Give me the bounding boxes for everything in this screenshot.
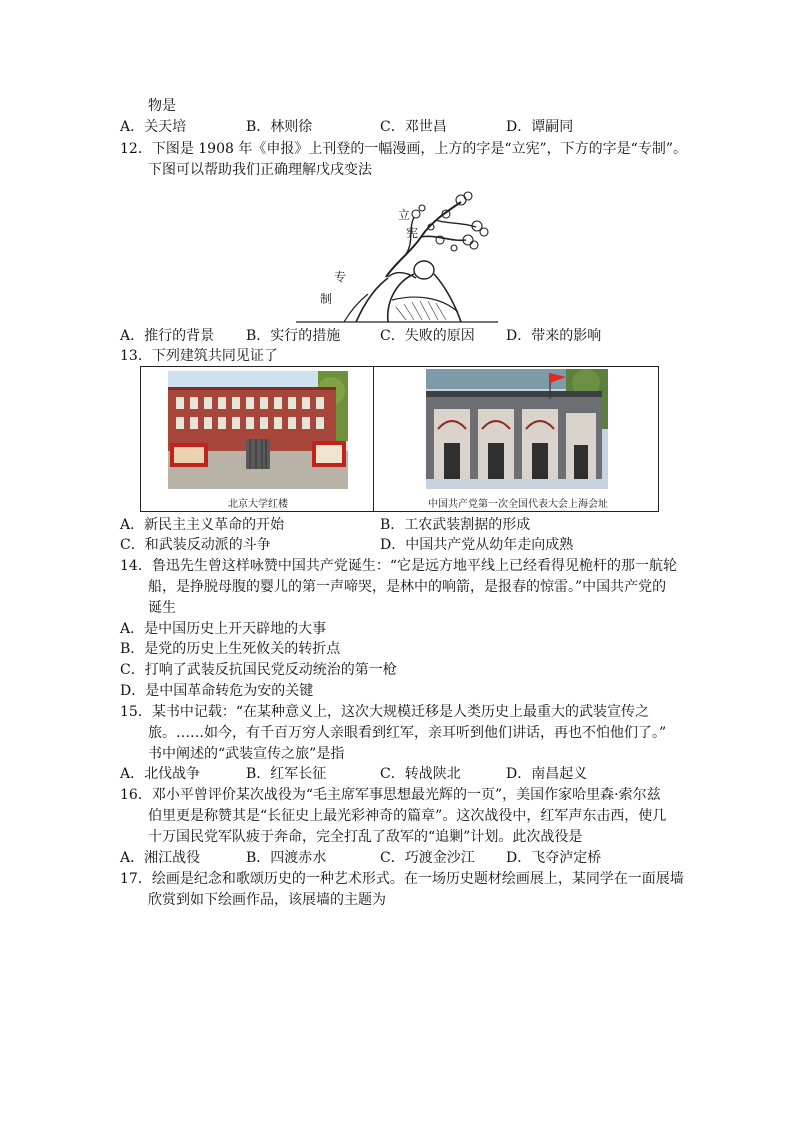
cartoon-label-top-1: 立 — [398, 208, 411, 222]
q12-stem-line1: 12．下图是 1908 年《申报》上刊登的一幅漫画，上方的字是“立宪”，下方的字是“专制”。 — [120, 141, 687, 157]
q16-stem-line2: 伯里更是称赞其是“长征史上最光彩神奇的篇章”。这次战役中，红军声东击西，使几 — [148, 808, 667, 824]
peking-university-red-building-photo — [168, 371, 348, 489]
cartoon-figure — [296, 182, 498, 324]
cartoon-label-bottom-2: 制 — [320, 292, 333, 306]
q16-stem-line3: 十万国民党军队疲于奔命，完全打乱了敌军的“追剿”计划。此次战役是 — [148, 829, 583, 845]
q16-option-a: A．湘江战役 — [120, 850, 201, 866]
q12-option-b: B．实行的措施 — [246, 328, 341, 344]
q15-option-c: C．转战陕北 — [380, 766, 461, 782]
q11-option-d: D．谭嗣同 — [506, 119, 574, 135]
q17-stem-line2: 欣赏到如下绘画作品，该展墙的主题为 — [148, 892, 386, 908]
q15-stem-line3: 书中阐述的“武装宣传之旅”是指 — [148, 746, 345, 762]
cpc-first-congress-site-photo — [426, 369, 608, 489]
q16-stem-line1: 16．邓小平曾评价某次战役为“毛主席军事思想最光辉的一页”，美国作家哈里森·索尔兹 — [120, 787, 661, 803]
q11-stem-cont: 物是 — [148, 98, 176, 114]
caption-left: 北京大学红楼 — [228, 499, 288, 510]
q15-option-d: D．南昌起义 — [506, 766, 588, 782]
q11-option-c: C．邓世昌 — [380, 119, 447, 135]
q16-option-c: C．巧渡金沙江 — [380, 850, 475, 866]
q11-option-a: A．关天培 — [120, 119, 187, 135]
photo-divider — [373, 367, 374, 511]
q12-option-a: A．推行的背景 — [120, 328, 215, 344]
q14-option-d: D．是中国革命转危为安的关键 — [120, 683, 314, 699]
q16-option-d: D．飞夺泸定桥 — [506, 850, 602, 866]
q12-stem-line2: 下图可以帮助我们正确理解戊戌变法 — [148, 162, 372, 178]
q13-photo-table — [140, 366, 659, 512]
q15-option-b: B．红军长征 — [246, 766, 327, 782]
q14-option-c: C．打响了武装反抗国民党反动统治的第一枪 — [120, 662, 397, 678]
q13-option-a: A．新民主主义革命的开始 — [120, 517, 285, 533]
q14-stem-line3: 诞生 — [148, 600, 176, 616]
q11-option-b: B．林则徐 — [246, 119, 313, 135]
q17-stem-line1: 17．绘画是纪念和歌颂历史的一种艺术形式。在一场历史题材绘画展上，某同学在一面展墙 — [120, 871, 684, 887]
q14-option-a: A．是中国历史上开天辟地的大事 — [120, 621, 327, 637]
q12-option-d: D．带来的影响 — [506, 328, 602, 344]
cartoon-label-top-2: 宪 — [406, 226, 419, 240]
q13-option-d: D．中国共产党从幼年走向成熟 — [380, 537, 574, 553]
q13-stem: 13．下列建筑共同见证了 — [120, 348, 278, 364]
q15-stem-line2: 旅。……如今，有千百万穷人亲眼看到红军，亲耳听到他们讲话，再也不怕他们了。” — [148, 725, 667, 741]
q14-option-b: B．是党的历史上生死攸关的转折点 — [120, 641, 341, 657]
caption-right: 中国共产党第一次全国代表大会上海会址 — [428, 499, 608, 510]
q14-stem-line1: 14．鲁迅先生曾这样咏赞中国共产党诞生：“它是远方地平线上已经看得见桅杆的那一航轮 — [120, 558, 677, 574]
q13-option-c: C．和武装反动派的斗争 — [120, 537, 271, 553]
cartoon-label-bottom-1: 专 — [334, 270, 347, 284]
q15-stem-line1: 15．某书中记载：“在某种意义上，这次大规模迁移是人类历史上最重大的武装宣传之 — [120, 704, 649, 720]
q15-option-a: A．北伐战争 — [120, 766, 201, 782]
q14-stem-line2: 船，是挣脱母腹的婴儿的第一声啼哭，是林中的响箭，是报春的惊雷。”中国共产党的 — [148, 579, 667, 595]
q13-option-b: B．工农武装割据的形成 — [380, 517, 531, 533]
q16-option-b: B．四渡赤水 — [246, 850, 327, 866]
q12-option-c: C．失败的原因 — [380, 328, 475, 344]
